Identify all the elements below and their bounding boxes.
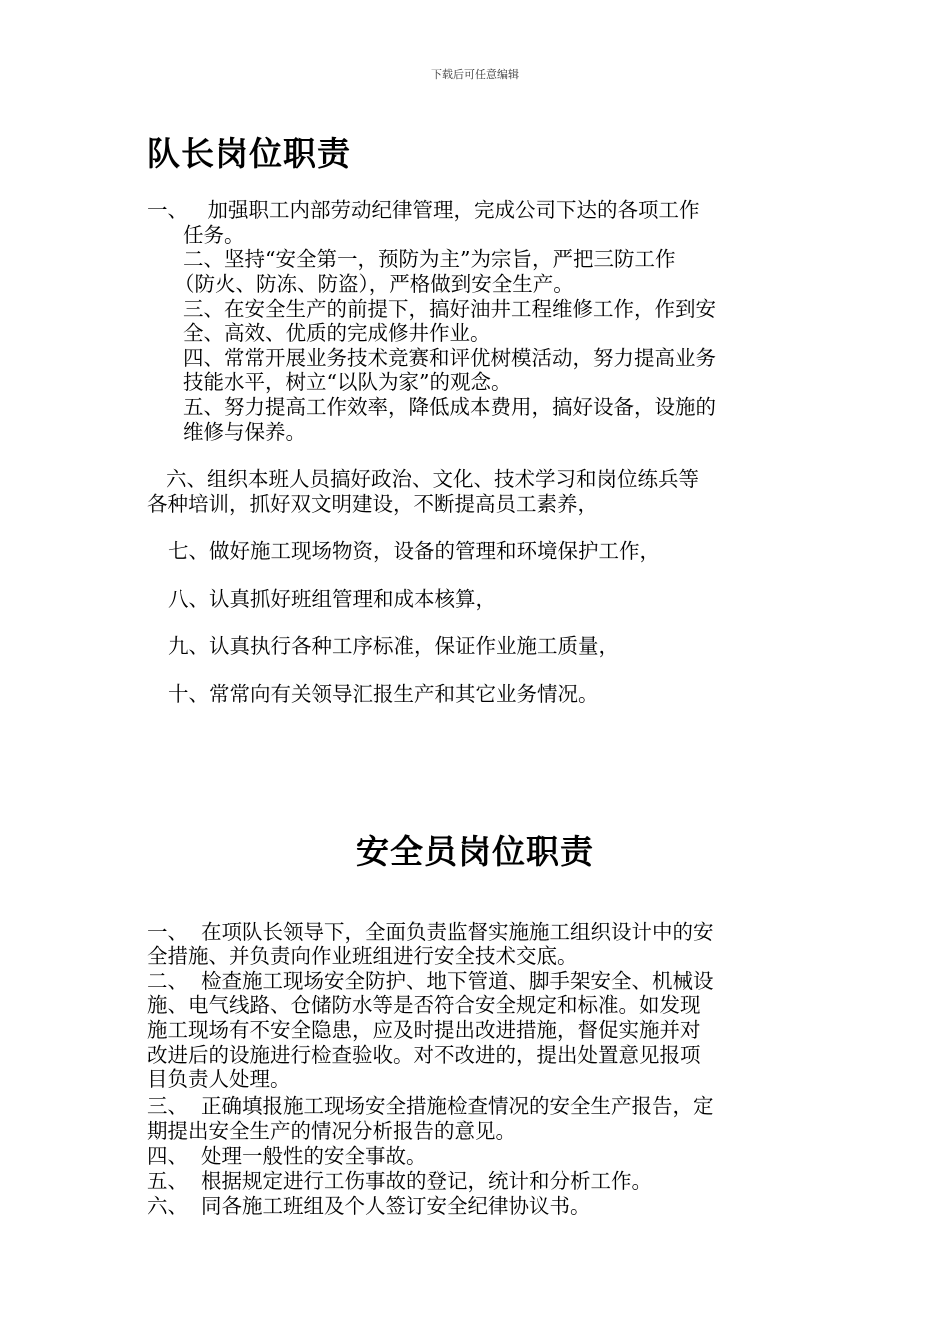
section-title-captain: 队长岗位职责 <box>147 134 351 173</box>
captain-duty-2-line-1: 二、坚持“安全第一，预防为主”为宗旨，严把三防工作 <box>183 247 676 271</box>
safety-duty-6: 六、 同各施工班组及个人签订安全纪律协议书。 <box>147 1194 591 1218</box>
captain-duty-3-line-1: 三、在安全生产的前提下，搞好油井工程维修工作，作到安 <box>183 297 716 321</box>
captain-duty-4-line-2: 技能水平，树立“以队为家”的观念。 <box>183 370 512 394</box>
captain-duty-5-line-2: 维修与保养。 <box>183 420 306 444</box>
safety-duty-1-line-2: 全措施、并负责向作业班组进行安全技术交底。 <box>147 944 578 968</box>
captain-duty-4-line-1: 四、常常开展业务技术竞赛和评优树模活动，努力提高业务 <box>183 346 716 370</box>
captain-duty-1-line-1: 一、 加强职工内部劳动纪律管理，完成公司下达的各项工作 <box>147 198 700 222</box>
safety-duty-2-line-3: 施工现场有不安全隐患，应及时提出改进措施，督促实施并对 <box>147 1018 701 1042</box>
safety-duty-3-line-1: 三、 正确填报施工现场安全措施检查情况的安全生产报告，定 <box>147 1094 714 1118</box>
header-note: 下载后可任意编辑 <box>431 68 519 81</box>
captain-duty-1-line-2: 任务。 <box>183 223 245 247</box>
captain-duty-5-line-1: 五、努力提高工作效率，降低成本费用，搞好设备，设施的 <box>183 395 716 419</box>
safety-duty-5: 五、 根据规定进行工伤事故的登记，统计和分析工作。 <box>147 1169 653 1193</box>
safety-duty-4: 四、 处理一般性的安全事故。 <box>147 1144 427 1168</box>
safety-duty-2-line-4: 改进后的设施进行检查验收。对不改进的，提出处置意见报项 <box>147 1043 701 1067</box>
captain-duty-8: 八、认真抓好班组管理和成本核算， <box>168 587 496 611</box>
safety-duty-1-line-1: 一、 在项队长领导下，全面负责监督实施施工组织设计中的安 <box>147 920 714 944</box>
captain-duty-2-line-2: （防火、防冻、防盗），严格做到安全生产。 <box>174 272 574 296</box>
section-title-safety-officer: 安全员岗位职责 <box>356 832 594 871</box>
captain-duty-10: 十、常常向有关领导汇报生产和其它业务情况。 <box>168 682 599 706</box>
safety-duty-2-line-5: 目负责人处理。 <box>147 1067 291 1091</box>
safety-duty-2-line-2: 施、电气线路、仓储防水等是否符合安全规定和标准。如发现 <box>147 993 701 1017</box>
captain-duty-9: 九、认真执行各种工序标准，保证作业施工质量， <box>168 634 619 658</box>
safety-duty-3-line-2: 期提出安全生产的情况分析报告的意见。 <box>147 1119 516 1143</box>
captain-duty-6-line-2: 各种培训，抓好双文明建设，不断提高员工素养， <box>147 492 598 516</box>
captain-duty-6-line-1: 六、组织本班人员搞好政治、文化、技术学习和岗位练兵等 <box>166 467 699 491</box>
captain-duty-7: 七、做好施工现场物资，设备的管理和环境保护工作， <box>168 539 660 563</box>
safety-duty-2-line-1: 二、 检查施工现场安全防护、地下管道、脚手架安全、机械设 <box>147 969 714 993</box>
captain-duty-3-line-2: 全、高效、优质的完成修井作业。 <box>183 321 491 345</box>
